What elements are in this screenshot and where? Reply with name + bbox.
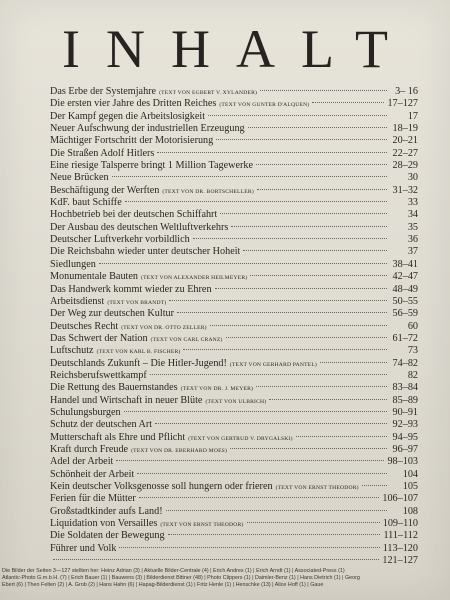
toc-entry	[50, 135, 418, 147]
dot-leader	[250, 275, 387, 276]
toc-entry	[50, 271, 418, 283]
dot-leader	[216, 139, 387, 140]
toc-entry-pages: 20–21	[392, 135, 418, 147]
toc-entry-title: Schutz der deutschen Art	[50, 419, 153, 431]
toc-entry	[50, 246, 418, 258]
toc-entry-title: Mächtiger Fortschritt der Motorisierung	[50, 135, 214, 147]
toc-entry-pages: 33	[407, 197, 418, 209]
toc-entry	[50, 98, 418, 110]
toc-entry	[50, 308, 418, 320]
dot-leader	[183, 349, 387, 350]
dot-leader	[231, 226, 387, 227]
toc-entry	[50, 419, 418, 431]
toc-entry-title: Beschäftigung der Werften	[50, 184, 160, 196]
dot-leader	[157, 152, 387, 153]
toc-entry-title: Der Ausbau des deutschen Weltluftverkehrs	[50, 221, 229, 233]
toc-entry-author: (TEXT VON DR. OTTO ZELLER)	[121, 324, 207, 331]
toc-entry-pages: 38–41	[392, 258, 418, 270]
toc-entry	[50, 543, 418, 555]
toc-entry-author: (TEXT VON BRANDT)	[107, 299, 167, 306]
dot-leader	[125, 201, 387, 202]
toc-entry	[50, 111, 418, 123]
toc-entry-title: Arbeitsdienst	[50, 295, 105, 307]
dot-leader	[177, 312, 387, 313]
toc-entry-title: Hochbetrieb bei der deutschen Schiffahrt	[50, 209, 218, 221]
toc-entry	[50, 86, 418, 98]
dot-leader	[169, 300, 387, 301]
toc-entry-pages: 90–91	[392, 406, 418, 418]
toc-entry-pages: 60	[407, 320, 418, 332]
toc-entry-pages: 85–89	[392, 394, 418, 406]
dot-leader	[296, 436, 387, 437]
toc-entry-author: (TEXT VON KARL B. FISCHER)	[96, 349, 181, 356]
toc-entry-title: Handel und Wirtschaft in neuer Blüte	[50, 394, 203, 406]
dot-leader	[256, 386, 387, 387]
toc-entry	[50, 296, 418, 308]
toc-entry	[50, 530, 418, 542]
toc-entry-title: Siedlungen	[50, 258, 96, 270]
toc-entry	[50, 370, 418, 382]
dot-leader	[243, 250, 387, 251]
toc-entry	[50, 555, 418, 567]
toc-entry-title: Liquidation von Versailles	[50, 518, 158, 530]
dot-leader	[215, 288, 387, 289]
toc-entry-pages: 31–32	[392, 184, 418, 196]
dot-leader	[312, 102, 384, 103]
toc-entry-pages: 35	[407, 221, 418, 233]
toc-entry	[50, 481, 418, 493]
toc-entry	[50, 432, 418, 444]
toc-entry-title: Großstadtkinder aufs Land!	[50, 505, 163, 517]
toc-entry	[50, 493, 418, 505]
dot-leader	[260, 90, 387, 91]
toc-entry-author: (TEXT VON GERHARD PANTEL)	[229, 361, 317, 368]
dot-leader	[257, 189, 387, 190]
toc-entry-title: Kraft durch Freude	[50, 443, 129, 455]
toc-entry-title: Die Straßen Adolf Hitlers	[50, 147, 155, 159]
dot-leader	[116, 460, 384, 461]
dot-leader	[362, 485, 387, 486]
toc-entry-author: (TEXT VON DR. J. MEYER)	[180, 386, 254, 393]
toc-entry-title: Deutschlands Zukunft – Die Hitler-Jugend!	[50, 357, 227, 369]
dot-leader	[269, 399, 387, 400]
toc-entry-title: Die Reichsbahn wieder unter deutscher Hoheit	[50, 246, 241, 258]
toc-entry-pages: 94–95	[392, 431, 418, 443]
dot-leader	[119, 547, 379, 548]
toc-entry-author: (TEXT VON GUNTER D'ALQUEN)	[219, 102, 310, 109]
toc-entry	[50, 395, 418, 407]
dot-leader	[247, 522, 380, 523]
toc-entry	[50, 172, 418, 184]
toc-entry	[50, 209, 418, 221]
toc-entry-title: Der Kampf gegen die Arbeitslosigkeit	[50, 110, 206, 122]
toc-entry-pages: 36	[407, 234, 418, 246]
toc-entry	[50, 321, 418, 333]
credits-line: Atlantic-Photo G.m.b.H. (7) | Erich Bauer (1) | Bauwens (3) | Bilderdienst Bittner (48) | Photo Clippers (1) | Daimler-Benz (1) | Hans Dietrich (1) | Georg	[2, 575, 360, 581]
credits-line: Die Bilder der Seiten 3—127 stellten her: Heinz Adrian (3) | Aktuelle Bilder-Centrale (4) | Erich Andres (1) | Erich Arndt (1) | Associated-Press (1)	[2, 568, 345, 574]
dot-leader	[210, 325, 387, 326]
dot-leader	[139, 497, 380, 498]
dot-leader	[99, 263, 387, 264]
toc-entry-title: Deutscher Luftverkehr vorbildlich	[50, 234, 190, 246]
toc-entry-pages: 92–93	[392, 419, 418, 431]
toc-entry	[50, 234, 418, 246]
toc-entry-title: Der Weg zur deutschen Kultur	[50, 308, 175, 320]
toc-entry	[50, 456, 418, 468]
toc-entry-pages: 96–97	[392, 443, 418, 455]
toc-entry	[50, 160, 418, 172]
toc-entry	[50, 345, 418, 357]
toc-entry-pages: 113–120	[382, 542, 418, 554]
toc-entry-pages: 3– 16	[395, 86, 418, 97]
toc-entry	[50, 284, 418, 296]
toc-entry	[50, 148, 418, 160]
toc-entry-pages: 18–19	[392, 123, 418, 135]
toc-entry-title: Das Schwert der Nation	[50, 332, 148, 344]
toc-entry-title: Neue Brücken	[50, 172, 109, 184]
dot-leader	[166, 510, 387, 511]
page-title: INHALT	[62, 19, 414, 79]
toc-entry-pages: 98–103	[387, 456, 418, 468]
toc-entry-author: (TEXT VON ERNST THEODOR)	[275, 485, 359, 491]
dot-leader	[193, 238, 387, 239]
toc-entry-pages: 48–49	[392, 283, 418, 295]
toc-entry-title: Reichsberufswettkampf	[50, 369, 147, 381]
table-of-contents	[50, 86, 418, 567]
toc-entry-pages: 37	[407, 246, 418, 258]
dot-leader	[155, 423, 387, 424]
dot-leader	[226, 337, 387, 338]
toc-entry	[50, 407, 418, 419]
toc-entry-author: (TEXT VON ULBRICH)	[205, 398, 267, 405]
photo-credits	[2, 568, 448, 589]
toc-entry-pages: 17–127	[387, 98, 418, 110]
toc-entry-title: Die ersten vier Jahre des Dritten Reiches	[50, 98, 217, 110]
toc-entry-pages: 73	[407, 345, 418, 357]
toc-entry-pages: 82	[407, 369, 418, 381]
toc-entry	[50, 518, 418, 530]
toc-entry	[50, 358, 418, 370]
toc-entry	[50, 333, 418, 345]
toc-entry-title: Luftschutz	[50, 345, 94, 357]
dot-leader	[220, 213, 387, 214]
toc-entry-pages: 61–72	[392, 332, 418, 344]
dot-leader	[256, 164, 387, 165]
toc-entry-title: Mutterschaft als Ehre und Pflicht	[50, 431, 186, 443]
dot-leader	[248, 127, 387, 128]
toc-entry-author: (TEXT VON DR. BORTSCHELLER)	[162, 188, 254, 195]
toc-entry-author: (TEXT VON ALEXANDER HEILMEYER)	[141, 275, 248, 282]
toc-entry	[50, 222, 418, 234]
toc-entry-pages: 109–110	[382, 518, 418, 530]
toc-entry-author: (TEXT VON EGBERT V. XYLANDER)	[159, 90, 258, 96]
toc-entry-pages: 50–55	[392, 295, 418, 307]
toc-entry-author: (TEXT VON CARL CRANZ)	[150, 336, 223, 343]
toc-entry-pages: 108	[402, 505, 418, 517]
dot-leader	[137, 473, 387, 474]
toc-entry	[50, 185, 418, 197]
toc-entry-author: (TEXT VON ERNST THEODOR)	[160, 522, 244, 529]
toc-entry-pages: 34	[407, 209, 418, 221]
toc-entry-title: KdF. baut Schiffe	[50, 197, 122, 209]
toc-entry	[50, 444, 418, 456]
toc-entry-title: Ferien für die Mütter	[50, 493, 136, 505]
toc-entry-title: Eine riesige Talsperre bringt 1 Million Tagewerke	[50, 160, 254, 172]
toc-entry-pages: 111–112	[383, 530, 418, 542]
toc-entry-author: (TEXT VON GERTRUD V. DRYGALSKI)	[188, 435, 293, 442]
toc-entry-title: Die Soldaten der Bewegung	[50, 530, 165, 542]
toc-entry	[50, 123, 418, 135]
toc-entry	[50, 259, 418, 271]
toc-entry	[50, 506, 418, 518]
toc-entry-pages: 22–27	[392, 147, 418, 159]
toc-entry-pages: 17	[407, 110, 418, 122]
toc-entry-title: Die Rettung des Bauernstandes	[50, 382, 178, 394]
toc-entry-pages: 105	[402, 481, 418, 492]
toc-entry	[50, 382, 418, 394]
toc-entry-author: (TEXT VON DR. EBERHARD MOES)	[131, 447, 228, 454]
dot-leader	[53, 559, 379, 560]
toc-entry-pages: 28–29	[392, 160, 418, 172]
toc-entry-pages: 74–82	[392, 357, 418, 369]
credits-line: Ebert (6) | Theo Felten (2) | A. Grob (2) | Hans Hahn (6) | Hapag-Bilderdienst (1) | Fritz Henle (1) | Henschke (13) | Alice Hoff (1) | Gaue	[2, 582, 324, 588]
toc-entry-pages: 30	[407, 172, 418, 184]
toc-entry-title: Das Erbe der Systemjahre	[50, 86, 157, 97]
toc-entry-title: Kein deutscher Volksgenosse soll hungern oder frieren	[50, 481, 273, 492]
dot-leader	[230, 448, 387, 449]
toc-entry	[50, 197, 418, 209]
dot-leader	[168, 534, 381, 535]
toc-entry-pages: 106–107	[382, 493, 418, 505]
toc-entry-title: Schönheit der Arbeit	[50, 468, 135, 480]
toc-entry-title: Das Handwerk kommt wieder zu Ehren	[50, 283, 212, 295]
dot-leader	[124, 411, 387, 412]
toc-entry	[50, 469, 418, 481]
toc-entry-title: Führer und Volk	[50, 542, 117, 554]
toc-entry-pages: 83–84	[392, 382, 418, 394]
toc-entry-title: Monumentale Bauten	[50, 271, 138, 283]
toc-entry-pages: 56–59	[392, 308, 418, 320]
dot-leader	[150, 374, 387, 375]
dot-leader	[208, 115, 387, 116]
toc-entry-title: Neuer Aufschwung der industriellen Erzeugung	[50, 123, 245, 135]
dot-leader	[320, 362, 387, 363]
toc-entry-pages: 121–127	[382, 555, 418, 567]
toc-entry-pages: 104	[402, 468, 418, 480]
toc-entry-pages: 42–47	[392, 271, 418, 283]
toc-entry-title: Adel der Arbeit	[50, 456, 114, 468]
dot-leader	[112, 176, 387, 177]
toc-entry-title: Schulungsburgen	[50, 406, 121, 418]
toc-entry-title: Deutsches Recht	[50, 320, 119, 332]
